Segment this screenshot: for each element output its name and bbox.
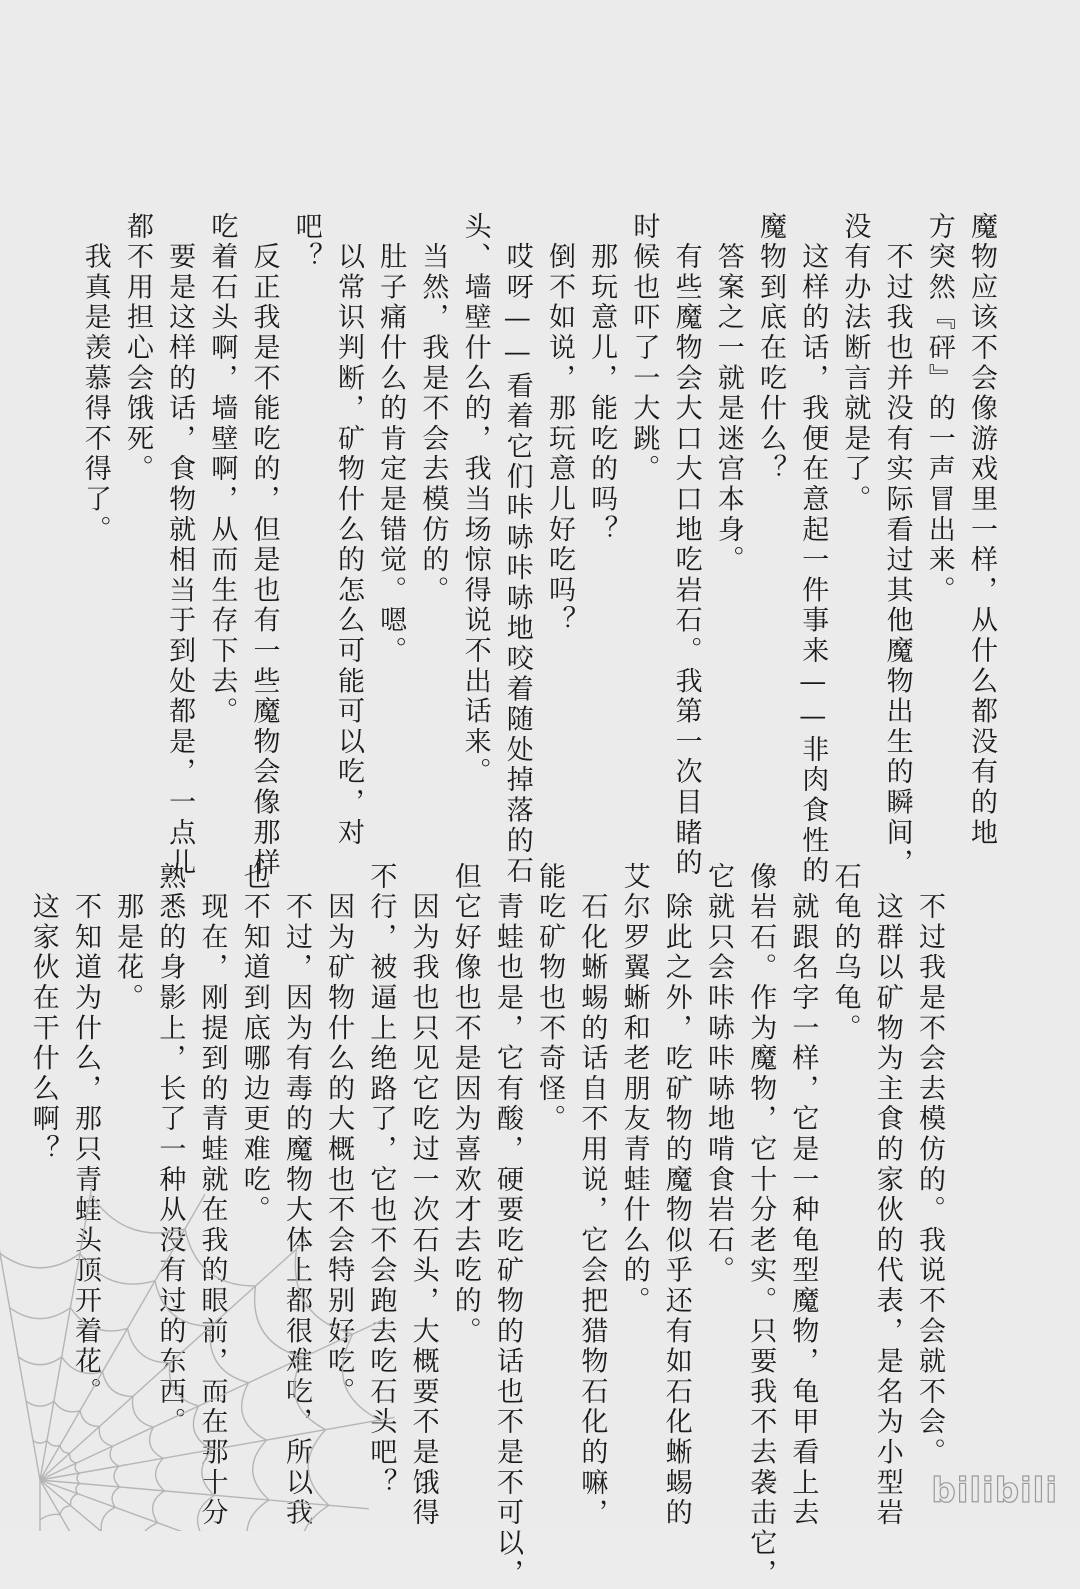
paragraph: 倒不如说，那玩意儿好吃吗？ [543, 212, 575, 637]
spider-web-decoration [0, 1150, 470, 1531]
text-block-top [74, 212, 1002, 887]
paragraph: 这样的话，我便在意起一件事来——非肉食性的 [797, 212, 829, 887]
paragraph: 以常识判断，矿物什么的怎么可能可以吃，对 [332, 212, 364, 849]
paragraph: 没有办法断言就是了。 [839, 212, 871, 515]
paragraph: 要是这样的话，食物就相当于到处都是，一点儿 [164, 212, 196, 879]
paragraph: 因为矿物什么的大概也不会特别好吃。 [323, 862, 355, 1408]
paragraph: 头、墙壁什么的，我当场惊得说不出话来。 [459, 212, 491, 788]
paragraph: 都不用担心会饿死。 [121, 212, 153, 485]
paragraph: 它就只会咔哧咔哧地啃食岩石。 [702, 862, 734, 1287]
paragraph: 不知道为什么，那只青蛙头顶开着花。 [69, 862, 101, 1408]
paragraph: 那玩意儿，能吃的吗？ [586, 212, 618, 546]
paragraph: 石龟的乌龟。 [829, 862, 861, 1044]
paragraph: 我真是羡慕得不得了。 [79, 212, 111, 546]
paragraph: 哎呀——看着它们咔哧咔哧地咬着随处掉落的石 [501, 212, 533, 887]
paragraph: 也不知道到底哪边更难吃。 [238, 862, 270, 1226]
paragraph: 当然，我是不会去模仿的。 [417, 212, 449, 606]
paragraph: 能吃矿物也不奇怪。 [534, 862, 566, 1135]
paragraph: 不过我也并没有实际看过其他魔物出生的瞬间， [881, 212, 913, 879]
paragraph: 有些魔物会大口大口地吃岩石。我第一次目睹的 [670, 212, 702, 879]
paragraph: 吃着石头啊，墙壁啊，从而生存下去。 [206, 212, 238, 728]
paragraph: 因为我也只见它吃过一次石头，大概要不是饿得 [407, 862, 439, 1529]
paragraph: 除此之外，吃矿物的魔物似乎还有如石化蜥蜴的 [660, 862, 692, 1529]
paragraph: 方突然『砰』的一声冒出来。 [923, 212, 955, 606]
paragraph: 不过，因为有毒的魔物大体上都很难吃，所以我 [280, 862, 312, 1529]
paragraph: 这家伙在干什么啊？ [27, 862, 59, 1165]
paragraph: 不过我是不会去模仿的。我说不会就不会。 [914, 862, 945, 1468]
paragraph: 青蛙也是，它有酸，硬要吃矿物的话也不是不可以， [491, 862, 523, 1589]
paragraph: 答案之一就是迷宫本身。 [712, 212, 744, 576]
paragraph: 不行，被逼上绝路了，它也不会跑去吃石头吧？ [365, 862, 397, 1499]
paragraph: 时候也吓了一大跳。 [628, 212, 660, 485]
paragraph: 但它好像也不是因为喜欢才去吃的。 [449, 862, 481, 1347]
paragraph: 像岩石。作为魔物，它十分老实。只要我不去袭击它， [745, 862, 777, 1589]
paragraph: 石化蜥蜴的话自不用说，它会把猎物石化的嘛， [576, 862, 608, 1529]
paragraph: 魔物应该不会像游戏里一样，从什么都没有的地 [966, 212, 997, 849]
paragraph: 吧？ [290, 212, 322, 273]
paragraph: 反正我是不能吃的，但是也有一些魔物会像那样 [248, 212, 280, 879]
paragraph: 那是花。 [112, 862, 144, 1014]
paragraph: 艾尔罗翼蜥和老朋友青蛙什么的。 [618, 862, 650, 1317]
paragraph: 魔物到底在吃什么？ [754, 212, 786, 485]
paragraph: 肚子痛什么的肯定是错觉。嗯。 [375, 212, 407, 667]
paragraph: 熟悉的身影上，长了一种从没有过的东西。 [154, 862, 186, 1438]
bilibili-watermark: bilibili [931, 1471, 1058, 1511]
paragraph: 现在，刚提到的青蛙就在我的眼前，而在那十分 [196, 862, 228, 1529]
paragraph: 这群以矿物为主食的家伙的代表，是名为小型岩 [871, 862, 903, 1529]
paragraph: 就跟名字一样，它是一种龟型魔物，龟甲看上去 [787, 862, 819, 1529]
